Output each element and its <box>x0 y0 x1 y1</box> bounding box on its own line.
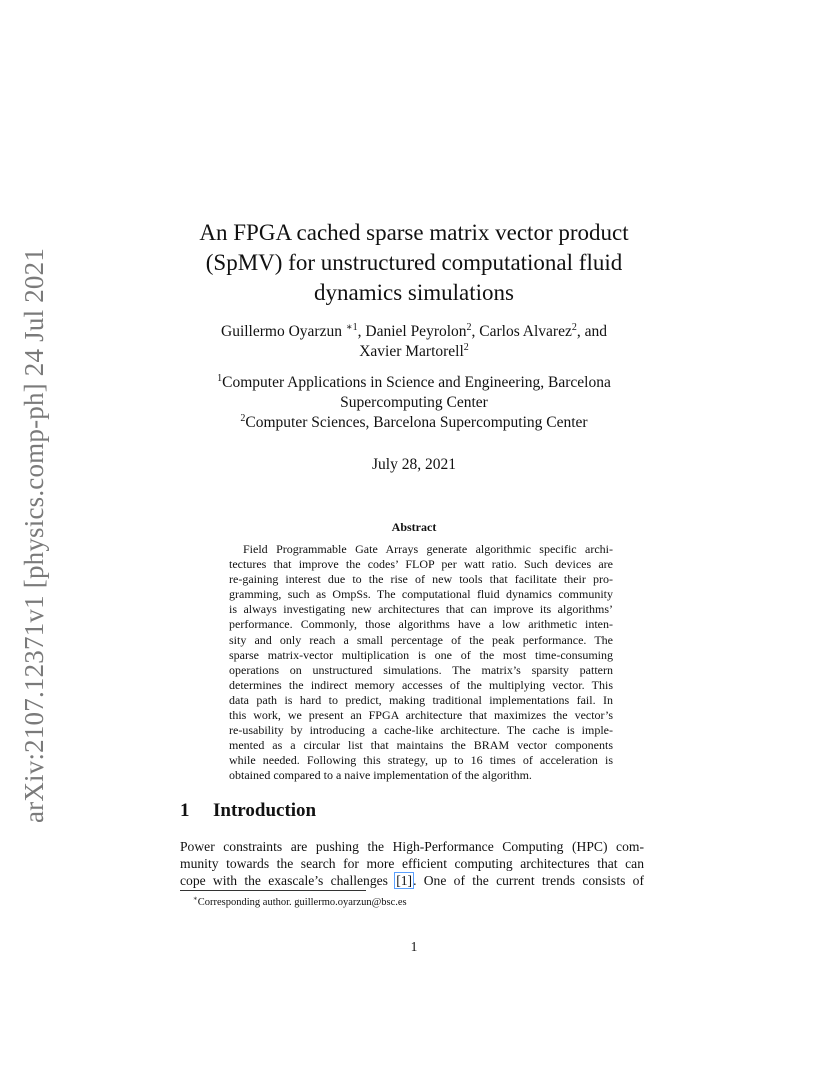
author-affiliation-mark: 2 <box>466 321 472 333</box>
body-line: munity towards the search for more efficient computing architectures that can <box>180 856 644 872</box>
abstract-line: sity and only reach a small percentage of the peak performance. The <box>229 632 613 647</box>
page-number: 1 <box>410 939 418 954</box>
affiliation-mark: 1 <box>217 372 223 384</box>
affiliation-text: Computer Applications in Science and Engineering, Barcelona <box>222 374 611 391</box>
abstract-line: mented as a circular list that maintains the BRAM vector components <box>229 738 613 753</box>
title-line: (SpMV) for unstructured computational fluid <box>205 250 623 275</box>
paper-title <box>0 218 828 308</box>
abstract-line: operations on unstructured simulations. The matrix’s sparsity pattern <box>229 662 613 677</box>
author-name: Xavier Martorell <box>359 343 464 360</box>
abstract-line: determines the indirect memory accesses of the multiplying vector. This <box>229 677 613 692</box>
citation-link[interactable]: [1] <box>396 873 413 889</box>
abstract-line: this work, we present an FPGA architecture that maximizes the vector’s <box>229 708 613 723</box>
body-line: Power constraints are pushing the High-Performance Computing (HPC) com- <box>180 839 644 854</box>
author-name: Guillermo Oyarzun <box>221 323 346 340</box>
abstract-line: data path is hard to predict, making traditional implementations fail. In <box>229 692 613 707</box>
author-affiliation-mark: ∗1 <box>345 321 358 333</box>
author-name: , Daniel Peyrolon <box>357 323 467 340</box>
abstract-line: sparse matrix-vector multiplication is one of the most time-consuming <box>229 647 613 662</box>
body-text: . One of the current trends consists of <box>413 873 644 889</box>
footnote-rule <box>180 890 366 891</box>
introduction-paragraph <box>180 838 644 890</box>
body-line <box>180 872 644 889</box>
section-number: 1 <box>180 800 190 821</box>
affiliation-text: Supercomputing Center <box>340 394 488 411</box>
author-affiliation-mark: 2 <box>571 321 577 333</box>
author-separator: , and <box>576 323 607 340</box>
abstract-line: re-usability by introducing a cache-like architecture. The cache is imple- <box>229 723 613 738</box>
abstract-line: is always investigating new architectures that can improve its algorithms’ <box>229 602 613 617</box>
body-text: cope with the exascale’s challenges <box>180 873 396 889</box>
section-title: Introduction <box>213 800 317 821</box>
abstract-line: performance. Commonly, those algorithms have a low arithmetic inten- <box>229 617 613 632</box>
paper-date: July 28, 2021 <box>372 456 456 473</box>
section-heading <box>180 800 316 822</box>
abstract-line: gramming, such as OmpSs. The computational fluid dynamics community <box>229 587 613 602</box>
abstract-heading: Abstract <box>391 520 437 534</box>
abstract-body <box>229 542 613 784</box>
footnote-mark: ∗ <box>193 894 198 903</box>
affiliation-mark: 2 <box>240 412 246 424</box>
abstract-line: re-gaining interest due to the rise of new tools that facilitate their pro- <box>229 572 613 587</box>
author-list <box>0 322 828 362</box>
abstract-line: tectures that improve the codes’ FLOP per watt ratio. Such devices are <box>229 557 613 572</box>
footnote-text: Corresponding author. guillermo.oyarzun@bsc.es <box>197 897 407 908</box>
abstract-line: Field Programmable Gate Arrays generate algorithmic specific archi- <box>243 542 613 556</box>
title-line: dynamics simulations <box>314 280 514 305</box>
author-affiliation-mark: 2 <box>463 341 469 353</box>
author-name: , Carlos Alvarez <box>471 323 572 340</box>
affiliations <box>0 373 828 433</box>
arxiv-identifier: arXiv:2107.12371v1 [physics.comp-ph] 24 Jul 2021 <box>19 247 50 823</box>
title-line: An FPGA cached sparse matrix vector product <box>199 220 629 245</box>
abstract-line: obtained compared to a naive implementation of the algorithm. <box>229 768 532 783</box>
affiliation-text: Computer Sciences, Barcelona Supercomputing Center <box>245 414 588 431</box>
footnote <box>193 894 407 908</box>
abstract-line: while needed. Following this strategy, up to 16 times of acceleration is <box>229 753 613 768</box>
